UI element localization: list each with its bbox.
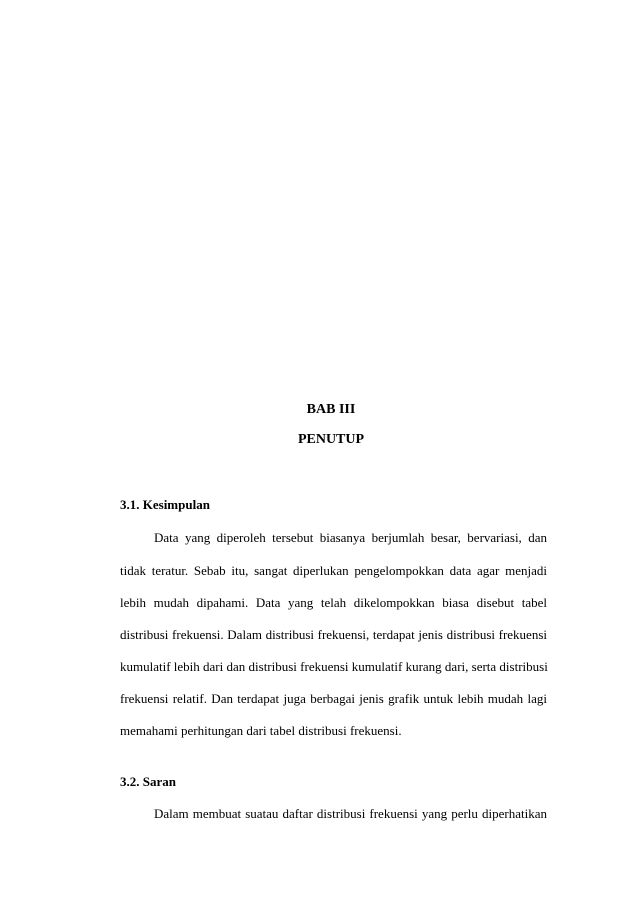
- paragraph-line: distribusi frekuensi. Dalam distribusi frekuensi, terdapat jenis distribusi frekuensi: [120, 627, 547, 642]
- paragraph-line: Data yang diperoleh tersebut biasanya berjumlah besar, bervariasi, dan: [154, 530, 547, 545]
- paragraph-line: tidak teratur. Sebab itu, sangat diperlukan pengelompokkan data agar menjadi: [120, 563, 547, 578]
- chapter-number: BAB III: [306, 402, 356, 417]
- paragraph-line: Dalam membuat suatau daftar distribusi frekuensi yang perlu diperhatikan: [154, 806, 547, 821]
- paragraph-line: kumulatif lebih dari dan distribusi frekuensi kumulatif kurang dari, serta distribusi: [120, 659, 548, 674]
- section-heading-kesimpulan: 3.1. Kesimpulan: [120, 497, 210, 512]
- paragraph-line: frekuensi relatif. Dan terdapat juga berbagai jenis grafik untuk lebih mudah lagi: [120, 691, 547, 706]
- chapter-title: PENUTUP: [297, 432, 365, 447]
- paragraph-line: memahami perhitungan dari tabel distribusi frekuensi.: [120, 723, 402, 738]
- section-heading-saran: 3.2. Saran: [120, 774, 176, 789]
- paragraph-line: lebih mudah dipahami. Data yang telah dikelompokkan biasa disebut tabel: [120, 595, 547, 610]
